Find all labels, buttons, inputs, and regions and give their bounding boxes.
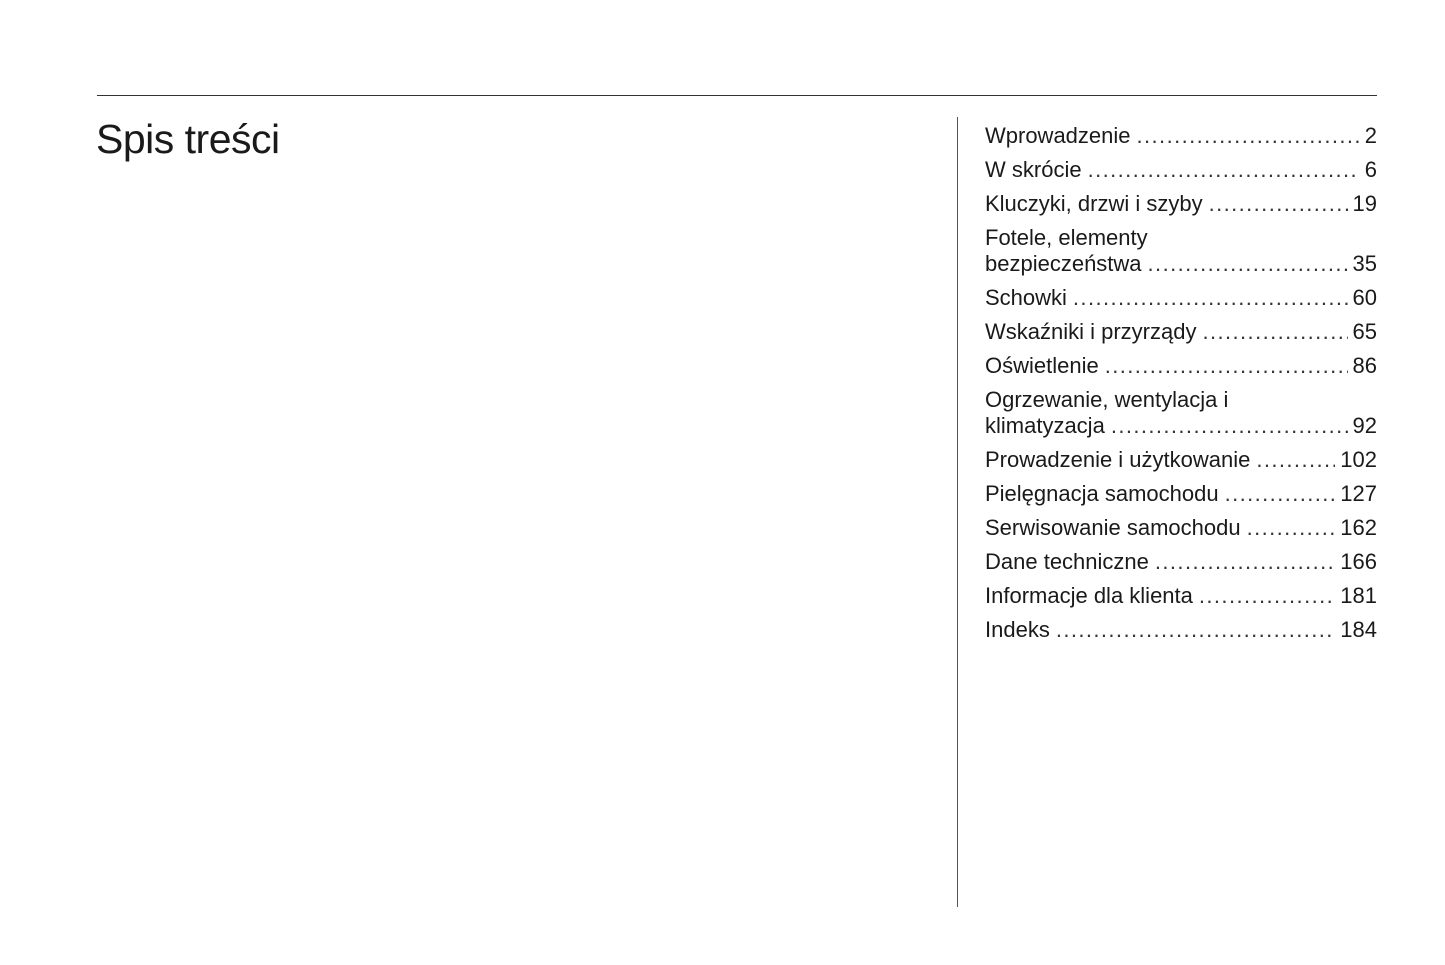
toc-label: Indeks — [985, 617, 1050, 642]
toc-page-number: 65 — [1352, 319, 1377, 344]
table-of-contents — [985, 123, 1377, 651]
toc-entry-serwisowanie[interactable] — [985, 515, 1377, 541]
toc-label: Wskaźniki i przyrządy — [985, 319, 1197, 344]
top-rule — [97, 95, 1377, 96]
toc-entry-w-skrocie[interactable] — [985, 157, 1377, 183]
toc-entry-ogrzewanie[interactable] — [985, 387, 1377, 439]
toc-entry-oswietlenie[interactable] — [985, 353, 1377, 379]
toc-label: klimatyzacja — [985, 413, 1105, 438]
toc-label: Kluczyki, drzwi i szyby — [985, 191, 1203, 216]
toc-entry-pielegnacja[interactable] — [985, 481, 1377, 507]
dot-leader — [1111, 413, 1348, 439]
toc-page-number: 86 — [1352, 353, 1377, 378]
toc-entry-schowki[interactable] — [985, 285, 1377, 311]
dot-leader — [1225, 481, 1336, 507]
toc-page-number: 102 — [1340, 447, 1377, 472]
dot-leader — [1148, 251, 1348, 277]
toc-page-number: 6 — [1364, 157, 1377, 182]
toc-page-number: 35 — [1352, 251, 1377, 276]
dot-leader — [1056, 617, 1335, 643]
toc-label-line1: Fotele, elementy — [985, 225, 1148, 250]
toc-page-number: 166 — [1340, 549, 1377, 574]
toc-label: W skrócie — [985, 157, 1082, 182]
toc-entry-informacje[interactable] — [985, 583, 1377, 609]
toc-entry-prowadzenie[interactable] — [985, 447, 1377, 473]
toc-page-number: 60 — [1352, 285, 1377, 310]
toc-label: Prowadzenie i użytkowanie — [985, 447, 1251, 472]
toc-label: Oświetlenie — [985, 353, 1099, 378]
toc-entry-wprowadzenie[interactable] — [985, 123, 1377, 149]
toc-entry-kluczyki[interactable] — [985, 191, 1377, 217]
dot-leader — [1105, 353, 1348, 379]
toc-page-number: 2 — [1364, 123, 1377, 148]
toc-label: Dane techniczne — [985, 549, 1149, 574]
toc-entry-dane-techniczne[interactable] — [985, 549, 1377, 575]
dot-leader — [1202, 319, 1347, 345]
toc-label: Informacje dla klienta — [985, 583, 1193, 608]
dot-leader — [1247, 515, 1336, 541]
toc-label: Wprowadzenie — [985, 123, 1131, 148]
toc-label: Schowki — [985, 285, 1067, 310]
toc-page-number: 19 — [1352, 191, 1377, 216]
toc-entry-fotele[interactable] — [985, 225, 1377, 277]
column-divider — [957, 117, 958, 907]
dot-leader — [1209, 191, 1348, 217]
toc-label-line1: Ogrzewanie, wentylacja i — [985, 387, 1229, 412]
page-title: Spis treści — [96, 116, 280, 162]
dot-leader — [1199, 583, 1335, 609]
toc-label: Serwisowanie samochodu — [985, 515, 1241, 540]
toc-entry-wskazniki[interactable] — [985, 319, 1377, 345]
dot-leader — [1155, 549, 1335, 575]
toc-page-number: 92 — [1352, 413, 1377, 438]
dot-leader — [1088, 157, 1360, 183]
toc-page-number: 162 — [1340, 515, 1377, 540]
dot-leader — [1073, 285, 1348, 311]
toc-page-number: 181 — [1340, 583, 1377, 608]
toc-page-number: 184 — [1340, 617, 1377, 642]
toc-label: Pielęgnacja samochodu — [985, 481, 1219, 506]
dot-leader — [1137, 123, 1360, 149]
toc-page-number: 127 — [1340, 481, 1377, 506]
toc-label: bezpieczeństwa — [985, 251, 1142, 276]
dot-leader — [1256, 447, 1335, 473]
toc-entry-indeks[interactable] — [985, 617, 1377, 643]
